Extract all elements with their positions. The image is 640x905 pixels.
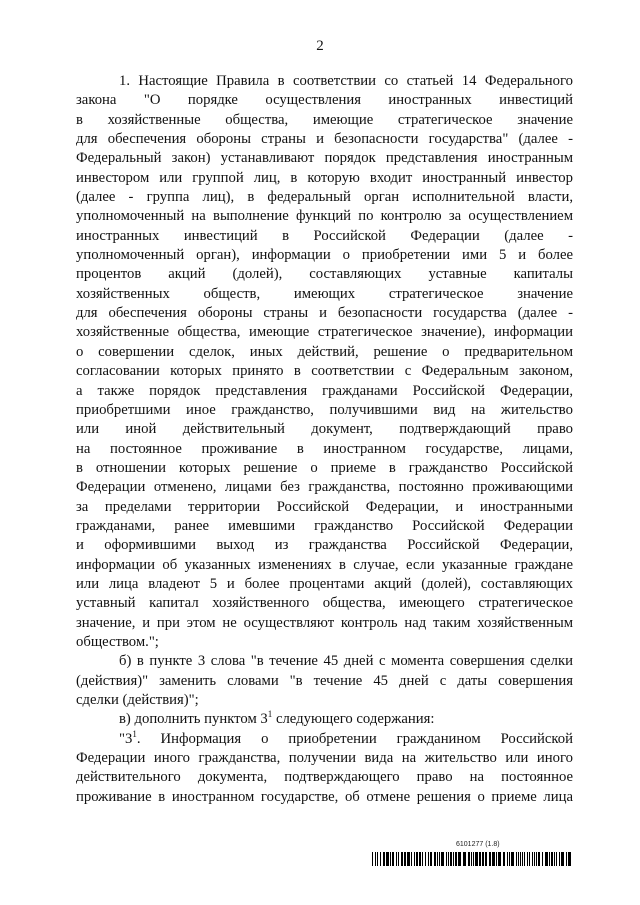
- barcode-bar: [411, 852, 412, 866]
- barcode-bar: [524, 852, 525, 866]
- barcode-bar: [507, 852, 508, 866]
- text-line: [76, 749, 573, 768]
- text-line-main: процентов акций (долей), составляющих уставные капиталы: [76, 266, 573, 283]
- barcode-bar: [518, 852, 519, 866]
- text-line-main: 1. Настоящие Правила в соответствии со статьей 14 Федерального: [119, 73, 573, 89]
- barcode-bar: [542, 852, 543, 866]
- barcode-bar: [414, 852, 415, 866]
- text-line-tail: следующего содержания:: [272, 711, 435, 728]
- barcode-bar: [516, 852, 517, 866]
- barcode-bar: [471, 852, 472, 866]
- text-line-main: закона "О порядке осуществления иностранных инвестиций: [76, 92, 573, 109]
- barcode-bar: [441, 852, 444, 866]
- barcode-bar: [375, 852, 376, 866]
- text-line: [76, 111, 573, 130]
- text-line: [76, 362, 573, 381]
- barcode-bar: [536, 852, 537, 866]
- text-line-main: за пределами территории Российской Федерации, и иностранными: [76, 498, 573, 515]
- text-line-main: приобретшими иное гражданство, получившими вид на жительство: [76, 401, 573, 418]
- text-line: [76, 594, 573, 613]
- barcode-bar: [489, 852, 491, 866]
- text-line-main: Федеральный закон) устанавливают порядок представления иностранным: [76, 150, 573, 167]
- text-line-main: о совершении сделок, иных действий, решение о предварительном: [76, 343, 573, 360]
- text-line-main: хозяйственных обществ, имеющих стратегическое значение: [76, 285, 573, 302]
- text-line-main: и оформившими выход из гражданства Российской Федерации,: [76, 537, 573, 554]
- text-line-main: уставный капитал хозяйственного общества, имеющего стратегическое: [76, 595, 573, 612]
- text-line: [76, 788, 573, 807]
- barcode-bar: [479, 852, 481, 866]
- barcode-bar: [559, 852, 560, 866]
- text-line: [76, 188, 573, 207]
- barcode-bar: [392, 852, 394, 866]
- barcode-bar: [511, 852, 514, 866]
- barcode-bar: [398, 852, 399, 866]
- text-line: [76, 323, 573, 342]
- text-line: [76, 710, 573, 729]
- text-line-main: Федерации отменено, лицами без гражданства, постоянно проживающими: [76, 479, 573, 496]
- barcode-bar: [446, 852, 447, 866]
- text-line: [76, 265, 573, 284]
- barcode-bar: [458, 852, 461, 866]
- text-line: [76, 730, 573, 749]
- text-line: [76, 169, 573, 188]
- barcode-bar: [520, 852, 521, 866]
- text-line-main: или иной действительный документ, подтверждающий право: [76, 421, 573, 438]
- text-line: [76, 440, 573, 459]
- barcode-bar: [545, 852, 548, 866]
- barcode-bar: [532, 852, 533, 866]
- text-line-main: или лица владеют 5 и более процентами акций (долей), составляющих: [76, 575, 573, 592]
- text-line-main: (действия)" заменить словами "в течение 45 дней с даты совершения: [76, 672, 573, 689]
- barcode-bar: [509, 852, 510, 866]
- barcode-bar: [492, 852, 495, 866]
- text-line-main: б) в пункте 3 слова "в течение 45 дней с момента совершения сделки: [119, 653, 573, 670]
- text-line: [76, 227, 573, 246]
- text-line: [76, 130, 573, 149]
- barcode-bar: [380, 852, 381, 866]
- barcode-bar: [439, 852, 440, 866]
- text-line-main: информации об указанных изменениях в случае, если указанные граждане: [76, 556, 573, 573]
- barcode-bar: [463, 852, 466, 866]
- text-line-main: действительного документа, подтверждающего право на постоянное: [76, 769, 573, 786]
- text-line: [76, 304, 573, 323]
- barcode-bar: [473, 852, 474, 866]
- barcode-bar: [534, 852, 535, 866]
- barcode-bar: [372, 852, 373, 866]
- text-line: [76, 691, 573, 710]
- barcode-bar: [551, 852, 553, 866]
- text-line: [76, 517, 573, 536]
- barcode-bar: [383, 852, 385, 866]
- text-line-main: уполномоченный на выполнение функций по контролю за осуществлением: [76, 208, 573, 225]
- text-line: [76, 285, 573, 304]
- barcode-bar: [448, 852, 449, 866]
- text-line-main: для обеспечения обороны страны и безопасности государства" (далее -: [76, 131, 573, 148]
- barcode-bar: [566, 852, 567, 866]
- barcode-bar: [538, 852, 540, 866]
- text-line-main: в отношении которых решение о приеме в гражданство Российской: [76, 459, 573, 476]
- text-line-main: гражданами, ранее имевшими гражданство Российской Федерации: [76, 517, 573, 534]
- barcode-bar: [390, 852, 391, 866]
- text-line: [76, 382, 573, 401]
- barcode-bar: [556, 852, 557, 866]
- text-line: [76, 246, 573, 265]
- text-line: [76, 207, 573, 226]
- text-line: [76, 478, 573, 497]
- text-line: [76, 614, 573, 633]
- barcode-bar: [468, 852, 470, 866]
- barcode-bar: [404, 852, 406, 866]
- barcode-bar: [425, 852, 426, 866]
- barcode-bar: [416, 852, 418, 866]
- text-line-main: "3: [119, 730, 133, 747]
- barcode-bar: [450, 852, 452, 866]
- text-line: [76, 72, 573, 91]
- text-line-main: инвестором или группой лиц, в которую входит иностранный инвестор: [76, 169, 573, 186]
- barcode-bar: [522, 852, 523, 866]
- text-line-main: на постоянное проживание в иностранном государстве, лицами,: [76, 440, 573, 457]
- text-line: [76, 91, 573, 110]
- text-line: [76, 768, 573, 787]
- text-line: [76, 498, 573, 517]
- text-line-main: в) дополнить пунктом 3: [119, 711, 268, 728]
- text-line: [76, 536, 573, 555]
- text-line-main: иностранных инвестиций в Российской Федерации (далее -: [76, 227, 573, 244]
- barcode-bar: [529, 852, 530, 866]
- superscript: 1: [267, 709, 273, 720]
- barcode-bar: [396, 852, 397, 866]
- text-line-main: сделки (действия)";: [76, 692, 199, 708]
- barcode-bar: [498, 852, 501, 866]
- body-text: [76, 72, 573, 807]
- barcode-bar: [434, 852, 436, 866]
- barcode-bar: [401, 852, 403, 866]
- barcode-bar: [485, 852, 487, 866]
- text-line-main: для обеспечения обороны страны и безопасности государства (далее -: [76, 305, 573, 322]
- text-line-main: значение, и при этом не осуществляют контроль над таким хозяйственным: [76, 614, 573, 631]
- barcode-bar: [549, 852, 550, 866]
- text-line: [76, 672, 573, 691]
- barcode-bar: [386, 852, 389, 866]
- barcode-bar: [422, 852, 423, 866]
- barcode-bar: [407, 852, 410, 866]
- text-line: [76, 343, 573, 362]
- barcode-bar: [453, 852, 454, 866]
- barcode-bar: [430, 852, 432, 866]
- text-line-tail: . Информация о приобретении гражданином Российской: [136, 730, 573, 747]
- barcode: [372, 852, 572, 866]
- text-line: [76, 633, 573, 652]
- barcode-bar: [503, 852, 505, 866]
- text-line-main: уполномоченный орган), информации о приобретении ими 5 и более: [76, 247, 573, 264]
- text-line-main: согласовании которых принято в соответствии с Федеральным законом,: [76, 363, 573, 380]
- page-number: 2: [316, 38, 324, 54]
- text-line-main: а также порядок представления гражданами Российской Федерации,: [76, 382, 573, 399]
- barcode-bar: [527, 852, 528, 866]
- barcode-bar: [377, 852, 378, 866]
- document-code: 6101277 (1.8): [456, 841, 500, 848]
- text-line-main: Федерации иного гражданства, получении вида на жительство или иного: [76, 750, 573, 767]
- text-line: [76, 459, 573, 478]
- text-line-main: обществом.";: [76, 633, 159, 650]
- barcode-bar: [428, 852, 429, 866]
- text-line: [76, 556, 573, 575]
- text-line-main: в хозяйственные общества, имеющие стратегическое значение: [76, 111, 573, 128]
- text-line: [76, 401, 573, 420]
- text-line-main: (далее - группа лиц), в федеральный орган исполнительной власти,: [76, 189, 573, 206]
- barcode-bar: [437, 852, 438, 866]
- barcode-bar: [455, 852, 457, 866]
- barcode-bar: [561, 852, 564, 866]
- barcode-bar: [496, 852, 497, 866]
- text-line: [76, 149, 573, 168]
- barcode-bar: [568, 852, 571, 866]
- text-line: [76, 575, 573, 594]
- text-line-main: проживание в иностранном государстве, об отмене решения о приеме лица: [76, 788, 573, 805]
- barcode-bar: [554, 852, 555, 866]
- text-line: [76, 420, 573, 439]
- text-line: [76, 652, 573, 671]
- barcode-bar: [475, 852, 478, 866]
- barcode-bar: [482, 852, 484, 866]
- superscript: 1: [132, 728, 137, 739]
- barcode-bar: [419, 852, 421, 866]
- text-line-main: хозяйственные общества, имеющие стратегическое значение), информации: [76, 324, 573, 341]
